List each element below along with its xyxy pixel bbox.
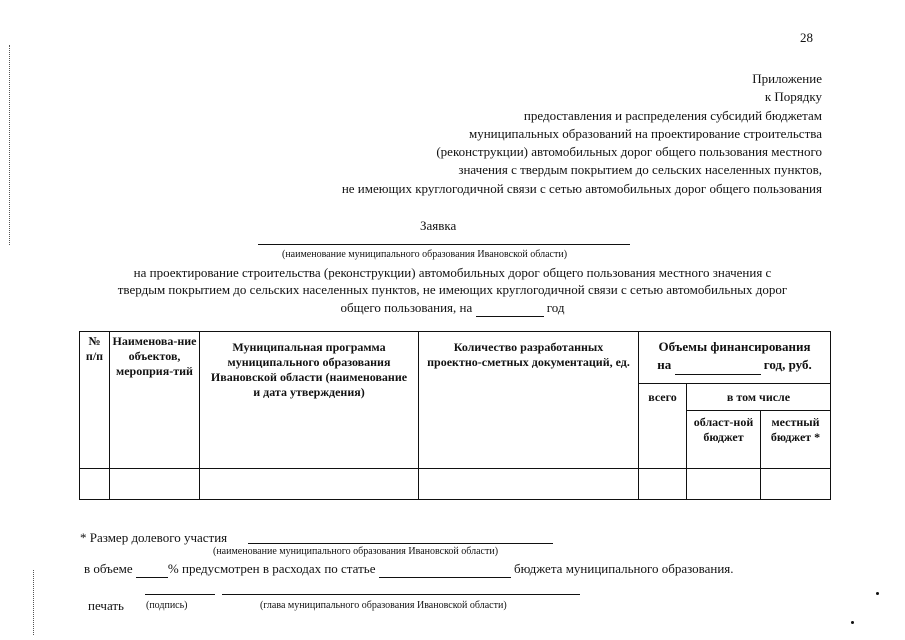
financing-year-blank xyxy=(675,356,761,375)
municipality-caption: (наименование муниципального образования Ивановской области) xyxy=(282,249,568,260)
share-line xyxy=(248,543,553,544)
table-cell xyxy=(639,469,687,500)
appendix-line: к Порядку xyxy=(764,89,822,105)
percent-blank xyxy=(136,561,168,578)
table-cell xyxy=(687,469,761,500)
appendix-line: муниципальных образований на проектирование строительства xyxy=(469,125,822,141)
head-caption: (глава муниципального образования Ивановской области) xyxy=(260,600,507,611)
appendix-line: значения с твердым покрытием до сельских населенных пунктов, xyxy=(458,162,822,178)
appendix-block xyxy=(342,70,822,198)
head-name-line xyxy=(222,594,580,595)
margin-mark-top xyxy=(9,45,11,245)
table-cell xyxy=(80,469,110,500)
header-program: Муниципальная программа муниципального образования Ивановской области (наименование и дата утверждения) xyxy=(200,332,419,469)
financing-on: на xyxy=(657,357,672,372)
volume-prefix: в объеме xyxy=(84,561,133,576)
table-cell xyxy=(761,469,831,500)
share-label: * Размер долевого участия xyxy=(80,530,228,545)
application-body-line3 xyxy=(0,300,905,317)
volume-middle: % предусмотрен в расходах по статье xyxy=(167,561,376,576)
financing-table xyxy=(79,331,831,500)
appendix-line: предоставления и распределения субсидий бюджетам xyxy=(523,107,822,123)
stamp-label: печать xyxy=(88,598,124,613)
header-financing xyxy=(639,332,831,384)
stray-dot xyxy=(876,592,879,595)
appendix-line: Приложение xyxy=(752,71,822,86)
financing-prefix: Объемы финансирования xyxy=(658,339,811,354)
header-total: всего xyxy=(639,384,687,469)
volume-line xyxy=(84,561,734,578)
header-num: № п/п xyxy=(80,332,110,469)
signature-label: (подпись) xyxy=(146,600,188,611)
year-blank xyxy=(476,300,544,317)
header-including: в том числе xyxy=(687,384,831,411)
financing-suffix: год, руб. xyxy=(763,357,812,372)
table-cell xyxy=(200,469,419,500)
margin-mark-bottom xyxy=(33,570,35,635)
table-row xyxy=(80,469,831,500)
table-cell xyxy=(419,469,639,500)
body-line3-prefix: общего пользования, на xyxy=(340,300,473,315)
table-cell xyxy=(110,469,200,500)
signature-line xyxy=(145,594,215,595)
article-blank xyxy=(379,561,511,578)
page-number: 28 xyxy=(800,30,813,45)
appendix-line: (реконструкции) автомобильных дорог общего пользования местного xyxy=(436,144,822,160)
application-title: Заявка xyxy=(420,218,457,233)
application-body-line2: твердым покрытием до сельских населенных пунктов, не имеющих круглогодичной связи с сетью автомобильных дорог xyxy=(117,282,788,297)
municipality-name-line xyxy=(258,244,630,245)
share-caption: (наименование муниципального образования Ивановской области) xyxy=(213,546,499,557)
volume-suffix: бюджета муниципального образования. xyxy=(513,561,734,576)
header-name: Наименова-ние объектов, мероприя-тий xyxy=(110,332,200,469)
application-body-line1: на проектирование строительства (реконструкции) автомобильных дорог общего пользования местного значения с xyxy=(133,265,772,280)
appendix-line: не имеющих круглогодичной связи с сетью автомобильных дорог общего пользования xyxy=(341,180,822,196)
header-regional-budget: област-ной бюджет xyxy=(687,411,761,469)
stray-dot xyxy=(851,621,854,624)
header-local-budget: местный бюджет * xyxy=(761,411,831,469)
body-line3-suffix: год xyxy=(546,300,565,315)
header-docs-count: Количество разработанных проектно-сметных документаций, ед. xyxy=(419,332,639,469)
